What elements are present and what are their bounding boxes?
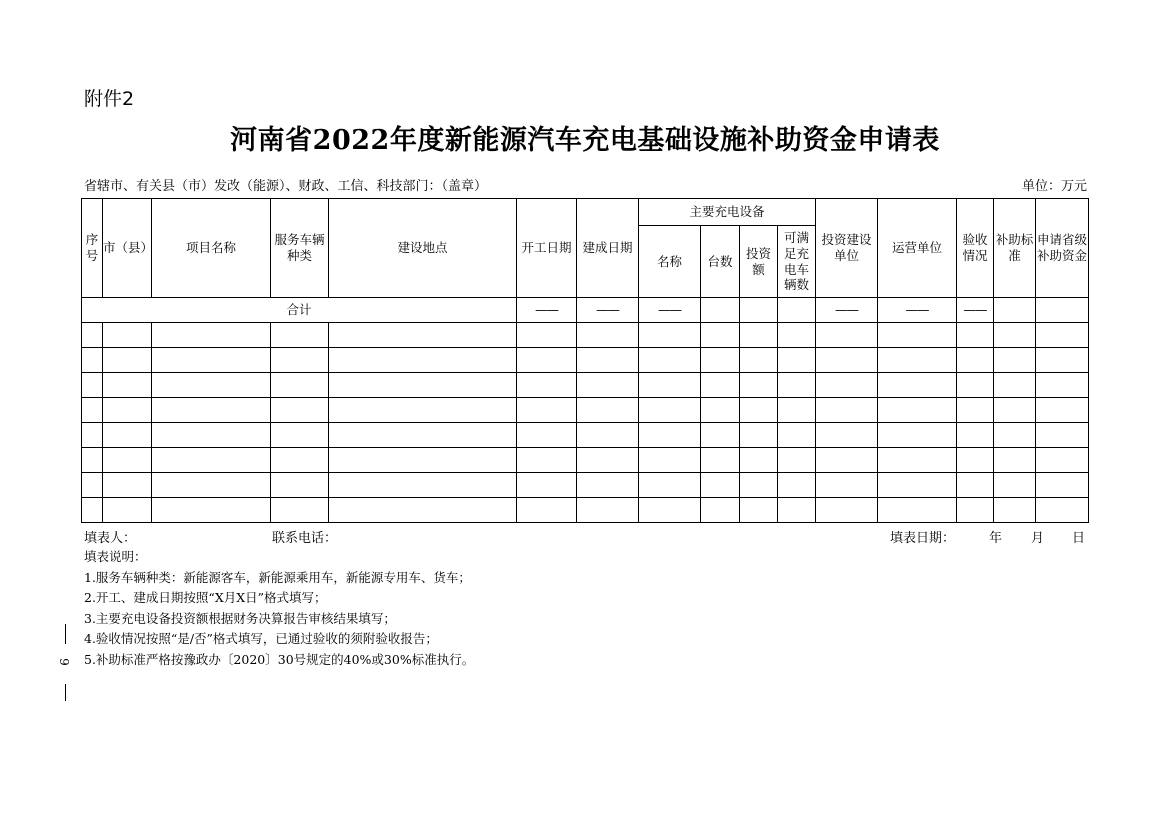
- table-cell[interactable]: [778, 423, 816, 448]
- col-vehicle-type: 服务车辆种类: [271, 199, 329, 298]
- header-row-1: [82, 199, 1089, 226]
- table-cell[interactable]: [152, 323, 271, 348]
- table-cell[interactable]: [103, 423, 152, 448]
- table-cell[interactable]: [271, 373, 329, 398]
- table-cell[interactable]: [1036, 348, 1089, 373]
- table-cell[interactable]: [82, 498, 103, 523]
- table-cell[interactable]: [1036, 473, 1089, 498]
- table-cell[interactable]: [271, 323, 329, 348]
- note-item: 4.验收情况按照“是/否”格式填写，已通过验收的须附验收报告；: [84, 631, 438, 646]
- total-dash: ——: [878, 298, 957, 323]
- header-line: [84, 175, 1087, 194]
- total-dash: ——: [816, 298, 878, 323]
- total-label: 合计: [82, 298, 517, 323]
- table-row: [82, 473, 1089, 498]
- signature-line: [84, 527, 1087, 545]
- table-cell[interactable]: [878, 473, 957, 498]
- fill-instructions: [84, 547, 474, 670]
- total-dash: ——: [957, 298, 994, 323]
- col-seq: 序号: [82, 199, 103, 298]
- table-cell[interactable]: [701, 298, 740, 323]
- col-location: 建设地点: [329, 199, 517, 298]
- table-cell[interactable]: [740, 348, 778, 373]
- table-cell[interactable]: [816, 373, 878, 398]
- col-equip-investment: 投资额: [740, 226, 778, 298]
- table-cell[interactable]: [82, 348, 103, 373]
- table-cell[interactable]: [577, 448, 639, 473]
- table-cell[interactable]: [82, 398, 103, 423]
- table-cell[interactable]: [639, 448, 701, 473]
- table-cell[interactable]: [152, 473, 271, 498]
- table-cell[interactable]: [329, 423, 517, 448]
- attachment-label: 附件2: [84, 88, 135, 110]
- table-cell[interactable]: [994, 298, 1036, 323]
- table-cell[interactable]: [639, 498, 701, 523]
- note-item: 3.主要充电设备投资额根据财务决算报告审核结果填写；: [84, 610, 396, 626]
- table-cell[interactable]: [778, 298, 816, 323]
- table-cell[interactable]: [878, 448, 957, 473]
- table-cell[interactable]: [957, 448, 994, 473]
- table-cell[interactable]: [957, 348, 994, 373]
- table-cell[interactable]: [740, 398, 778, 423]
- table-cell[interactable]: [517, 498, 577, 523]
- table-cell[interactable]: [517, 473, 577, 498]
- table-cell[interactable]: [1036, 498, 1089, 523]
- table-cell[interactable]: [816, 498, 878, 523]
- table-cell[interactable]: [271, 448, 329, 473]
- notes-heading: 填表说明：: [84, 549, 147, 564]
- table-row: [82, 323, 1089, 348]
- table-cell[interactable]: [778, 448, 816, 473]
- col-operator: 运营单位: [878, 199, 957, 298]
- year-label: 年: [989, 531, 1003, 546]
- col-main-equipment: 主要充电设备: [639, 199, 816, 226]
- table-row: [82, 398, 1089, 423]
- table-cell[interactable]: [1036, 398, 1089, 423]
- table-cell[interactable]: [740, 473, 778, 498]
- total-dash: ——: [577, 298, 639, 323]
- col-project-name: 项目名称: [152, 199, 271, 298]
- table-cell[interactable]: [994, 398, 1036, 423]
- table-cell[interactable]: [82, 473, 103, 498]
- table-cell[interactable]: [778, 323, 816, 348]
- total-row: [82, 298, 1089, 323]
- table-cell[interactable]: [740, 373, 778, 398]
- col-subsidy-standard: 补助标准: [994, 199, 1036, 298]
- col-investor: 投资建设单位: [816, 199, 878, 298]
- total-dash: ——: [517, 298, 577, 323]
- margin-rule: [65, 624, 66, 644]
- table-cell[interactable]: [271, 398, 329, 423]
- table-cell[interactable]: [778, 498, 816, 523]
- col-start-date: 开工日期: [517, 199, 577, 298]
- table-cell[interactable]: [957, 323, 994, 348]
- table-cell[interactable]: [816, 448, 878, 473]
- department-seal-label: 省辖市、有关县（市）发改（能源）、财政、工信、科技部门：（盖章）: [84, 179, 488, 194]
- table-cell[interactable]: [577, 423, 639, 448]
- col-equip-name: 名称: [639, 226, 701, 298]
- table-cell[interactable]: [816, 423, 878, 448]
- table-cell[interactable]: [740, 298, 778, 323]
- table-cell[interactable]: [701, 398, 740, 423]
- table-cell[interactable]: [103, 448, 152, 473]
- table-cell[interactable]: [994, 498, 1036, 523]
- table-cell[interactable]: [878, 348, 957, 373]
- table-cell[interactable]: [701, 498, 740, 523]
- table-cell[interactable]: [740, 323, 778, 348]
- fill-date-label: 填表日期：: [890, 531, 956, 546]
- table-row: [82, 423, 1089, 448]
- table-cell[interactable]: [878, 423, 957, 448]
- filler-label: 填表人：: [84, 531, 137, 546]
- table-cell[interactable]: [957, 498, 994, 523]
- table-cell[interactable]: [994, 473, 1036, 498]
- table-cell[interactable]: [329, 498, 517, 523]
- table-cell[interactable]: [957, 473, 994, 498]
- table-row: [82, 348, 1089, 373]
- col-completion-date: 建成日期: [577, 199, 639, 298]
- col-equip-count: 台数: [701, 226, 740, 298]
- table-cell[interactable]: [517, 448, 577, 473]
- table-row: [82, 498, 1089, 523]
- table-cell[interactable]: [1036, 298, 1089, 323]
- col-requested-funds: 申请省级补助资金: [1036, 199, 1089, 298]
- table-cell[interactable]: [577, 373, 639, 398]
- table-cell[interactable]: [152, 348, 271, 373]
- table-cell[interactable]: [577, 473, 639, 498]
- note-item: 5.补助标准严格按豫政办〔2020〕30号规定的40%或30%标准执行。: [84, 651, 475, 667]
- month-label: 月: [1031, 531, 1045, 546]
- table-cell[interactable]: [329, 323, 517, 348]
- table-cell[interactable]: [957, 373, 994, 398]
- table-cell[interactable]: [701, 448, 740, 473]
- table-cell[interactable]: [329, 373, 517, 398]
- table-cell[interactable]: [517, 398, 577, 423]
- table-cell[interactable]: [82, 323, 103, 348]
- table-cell[interactable]: [639, 373, 701, 398]
- table-cell[interactable]: [103, 323, 152, 348]
- table-cell[interactable]: [577, 348, 639, 373]
- table-cell[interactable]: [778, 348, 816, 373]
- table-row: [82, 448, 1089, 473]
- table-cell[interactable]: [778, 398, 816, 423]
- table-cell[interactable]: [639, 473, 701, 498]
- table-cell[interactable]: [816, 473, 878, 498]
- table-cell[interactable]: [517, 373, 577, 398]
- table-cell[interactable]: [103, 348, 152, 373]
- table-cell[interactable]: [577, 323, 639, 348]
- table-cell[interactable]: [957, 398, 994, 423]
- table-cell[interactable]: [878, 323, 957, 348]
- table-cell[interactable]: [329, 448, 517, 473]
- table-cell[interactable]: [103, 373, 152, 398]
- table-cell[interactable]: [994, 373, 1036, 398]
- table-cell[interactable]: [878, 373, 957, 398]
- table-cell[interactable]: [82, 423, 103, 448]
- application-table: [81, 198, 1089, 523]
- note-item: 1.服务车辆种类：新能源客车，新能源乘用车，新能源专用车、货车；: [84, 569, 471, 585]
- margin-rule: [65, 684, 66, 701]
- table-cell[interactable]: [103, 398, 152, 423]
- table-cell[interactable]: [994, 348, 1036, 373]
- table-cell[interactable]: [639, 423, 701, 448]
- table-cell[interactable]: [103, 473, 152, 498]
- table-cell[interactable]: [1036, 423, 1089, 448]
- table-cell[interactable]: [1036, 373, 1089, 398]
- table-cell[interactable]: [701, 423, 740, 448]
- table-cell[interactable]: [1036, 323, 1089, 348]
- table-cell[interactable]: [329, 398, 517, 423]
- table-cell[interactable]: [701, 348, 740, 373]
- table-cell[interactable]: [740, 423, 778, 448]
- day-label: 日: [1072, 531, 1086, 546]
- table-cell[interactable]: [778, 473, 816, 498]
- table-cell[interactable]: [329, 348, 517, 373]
- table-cell[interactable]: [957, 423, 994, 448]
- table-cell[interactable]: [271, 498, 329, 523]
- table-cell[interactable]: [577, 498, 639, 523]
- table-cell[interactable]: [577, 398, 639, 423]
- table-row: [82, 373, 1089, 398]
- table-cell[interactable]: [1036, 448, 1089, 473]
- table-cell[interactable]: [271, 423, 329, 448]
- table-cell[interactable]: [103, 498, 152, 523]
- table-cell[interactable]: [329, 473, 517, 498]
- table-cell[interactable]: [152, 448, 271, 473]
- table-cell[interactable]: [740, 448, 778, 473]
- table-cell[interactable]: [816, 348, 878, 373]
- table-cell[interactable]: [740, 498, 778, 523]
- table-cell[interactable]: [152, 373, 271, 398]
- table-cell[interactable]: [271, 473, 329, 498]
- table-cell[interactable]: [152, 423, 271, 448]
- unit-label: 单位：万元: [1021, 179, 1087, 194]
- table-cell[interactable]: [816, 323, 878, 348]
- col-acceptance: 验收情况: [957, 199, 994, 298]
- phone-label: 联系电话：: [272, 531, 338, 546]
- table-cell[interactable]: [994, 323, 1036, 348]
- table-cell[interactable]: [517, 348, 577, 373]
- table-cell[interactable]: [701, 373, 740, 398]
- total-dash: ——: [639, 298, 701, 323]
- table-cell[interactable]: [878, 498, 957, 523]
- table-cell[interactable]: [701, 323, 740, 348]
- table-cell[interactable]: [816, 398, 878, 423]
- table-cell[interactable]: [271, 348, 329, 373]
- table-cell[interactable]: [517, 323, 577, 348]
- data-rows: [82, 323, 1089, 523]
- table-cell[interactable]: [152, 498, 271, 523]
- page-number: 9: [56, 658, 71, 666]
- table-cell[interactable]: [778, 373, 816, 398]
- table-cell[interactable]: [82, 373, 103, 398]
- table-cell[interactable]: [701, 473, 740, 498]
- table-cell[interactable]: [517, 423, 577, 448]
- table-cell[interactable]: [639, 323, 701, 348]
- table-cell[interactable]: [878, 398, 957, 423]
- table-cell[interactable]: [639, 348, 701, 373]
- col-city: 市（县）: [103, 199, 152, 298]
- col-equip-vehicles: 可满足充电车辆数: [778, 226, 816, 298]
- table-cell[interactable]: [994, 423, 1036, 448]
- table-cell[interactable]: [82, 448, 103, 473]
- page-title: 河南省2022年度新能源汽车充电基础设施补助资金申请表: [230, 125, 940, 156]
- table-cell[interactable]: [639, 398, 701, 423]
- table-cell[interactable]: [994, 448, 1036, 473]
- note-item: 2.开工、建成日期按照“X月X日”格式填写；: [84, 590, 327, 605]
- table-cell[interactable]: [152, 398, 271, 423]
